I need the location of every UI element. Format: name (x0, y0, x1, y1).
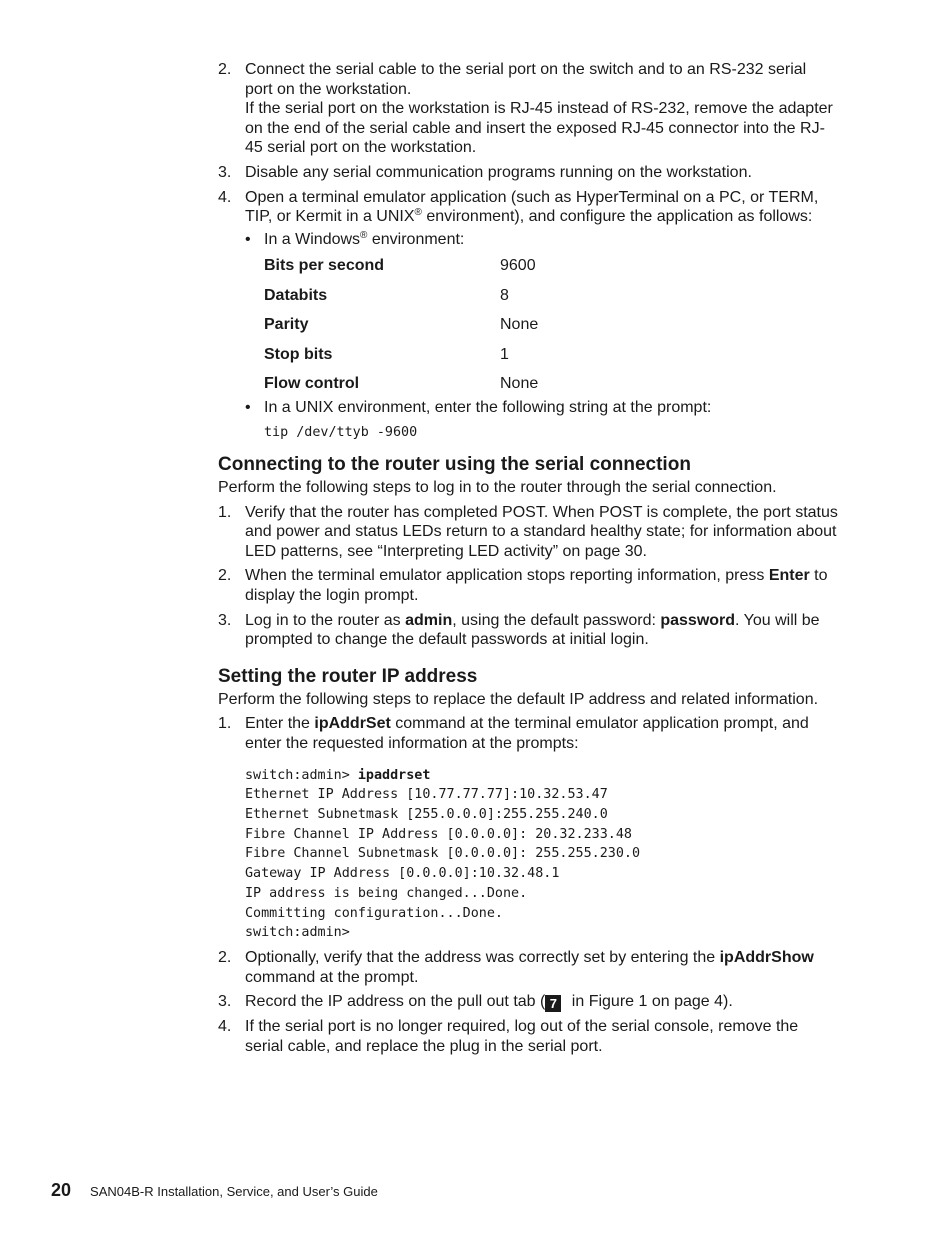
section-heading-ip-address: Setting the router IP address (218, 665, 478, 687)
code-line: Fibre Channel Subnetmask [0.0.0.0]: 255.255.230.0 (245, 846, 641, 862)
setting-value: None (500, 316, 539, 334)
step-number: 2. (218, 567, 232, 585)
code-command: ipaddrset (357, 767, 431, 783)
command-name: ipAddrSet (314, 715, 391, 733)
list-item: 3. Log in to the router as admin, using the default password: password. You will be prompted to change the default passwords at initial login. (218, 611, 820, 649)
step-number: 2. (218, 61, 232, 78)
setting-value: 1 (500, 345, 509, 363)
environment-list (245, 230, 838, 443)
default-password: password (660, 611, 736, 629)
setting-label: Parity (264, 316, 309, 334)
setting-label: Bits per second (264, 257, 385, 275)
step-number: 3. (218, 163, 232, 181)
step-list-continued (218, 60, 838, 443)
list-item: 1. Verify that the router has completed POST. When POST is complete, the port status and power and status LEDs return to a standard healthy state; for information about LED patterns, see “Interpreting LED activity” on page 30. (218, 503, 838, 560)
settings-row (264, 256, 838, 276)
page-body (218, 60, 838, 1061)
settings-row (264, 315, 838, 335)
bullet: • (245, 230, 251, 248)
step-number: 3. (218, 993, 232, 1011)
list-item-windows: • In a Windows® environment: Bits per second 9600 Databits 8 Parity None Stop bits 1 Flow control None (245, 230, 838, 394)
settings-row (264, 374, 838, 394)
code-line: Gateway IP Address [0.0.0.0]:10.32.48.1 (245, 866, 560, 882)
step-note: If the serial port on the workstation is RJ-45 instead of RS-232, remove the adapter on the end of the serial cable and insert the exposed RJ-45 connector into the RJ-45 serial port on the workstation. (245, 100, 833, 157)
step-list-ip (218, 714, 838, 1056)
username: admin (405, 611, 453, 629)
tip-command: tip /dev/ttyb -9600 (264, 425, 418, 441)
list-item-unix: • In a UNIX environment, enter the following string at the prompt: tip /dev/ttyb -9600 (245, 398, 838, 443)
key-name: Enter (768, 567, 810, 585)
list-item: 1. Enter the ipAddrSet command at the terminal emulator application prompt, and enter the requested information at the prompts: switch:admin> ipaddrset Ethernet IP Address [10.77.77.77]:10.32.53.47 Ethernet Subnetmask [255.0.0.0]:255.255.240.0 Fibre Channel IP Address [0.0.0.0]: 20.32.233.48 Fibre Channel Subnetmask [0.0.0.0]: 255.255.230.0 Gateway IP Address [0.0.0.0]:10.32.48.1 IP address is being changed...Done. Committing configuration...Done. switch:admin> (218, 714, 838, 943)
setting-label: Flow control (264, 375, 360, 393)
list-item: 4. If the serial port is no longer required, log out of the serial console, remove the serial cable, and replace the plug in the serial port. (218, 1018, 799, 1055)
step-list-login (218, 503, 838, 650)
setting-label: Databits (264, 286, 328, 304)
code-line: IP address is being changed...Done. (245, 885, 528, 901)
setting-value: 8 (500, 286, 509, 304)
settings-row (264, 345, 838, 365)
registered-mark: ® (360, 229, 368, 241)
step-text: Open a terminal emulator application (such as HyperTerminal on a PC, or TERM, TIP, or Kermit in a UNIX® environment), and configure the application as follows: (245, 188, 819, 226)
code-line: Committing configuration...Done. (245, 905, 503, 921)
command-name: ipAddrShow (719, 948, 814, 966)
page-footer (51, 1180, 378, 1201)
code-line: Ethernet Subnetmask [255.0.0.0]:255.255.240.0 (245, 807, 608, 822)
step-number: 2. (218, 948, 232, 966)
step-number: 3. (218, 611, 232, 629)
registered-mark: ® (414, 207, 422, 219)
setting-value: None (500, 375, 539, 393)
list-item (218, 60, 838, 158)
list-item (218, 188, 838, 444)
step-text: Connect the serial cable to the serial port on the switch and to an RS-232 serial port on the workstation. (245, 61, 807, 98)
list-item: 3. Record the IP address on the pull out tab ( 7 in Figure 1 on page 4). (218, 993, 733, 1012)
settings-table (264, 256, 838, 394)
setting-value: 9600 (500, 257, 536, 275)
code-block (245, 766, 838, 943)
step-number: 4. (218, 188, 232, 206)
code-line: Ethernet IP Address [10.77.77.77]:10.32.53.47 (245, 787, 608, 803)
code-line: switch:admin> ipaddrset (245, 767, 431, 783)
section-intro: Perform the following steps to replace the default IP address and related information. (218, 690, 819, 708)
list-item: 2. When the terminal emulator application stops reporting information, press Enter to display the login prompt. (218, 567, 828, 605)
step-number: 4. (218, 1018, 232, 1036)
step-text: Disable any serial communication programs running on the workstation. (245, 163, 752, 181)
settings-row (264, 286, 838, 306)
code-line: Fibre Channel IP Address [0.0.0.0]: 20.32.233.48 (245, 826, 632, 842)
list-item: 2. Optionally, verify that the address was correctly set by entering the ipAddrShow command at the prompt. (218, 948, 814, 986)
code-line: switch:admin> (245, 925, 350, 941)
step-number: 1. (218, 503, 232, 521)
list-item (218, 163, 838, 183)
bullet: • (245, 398, 251, 416)
section-intro: Perform the following steps to log in to the router through the serial connection. (218, 479, 777, 497)
callout-number: 7 (545, 995, 561, 1012)
section-heading-serial-connection: Connecting to the router using the serial connection (218, 454, 691, 476)
setting-label: Stop bits (264, 345, 333, 363)
document-title: SAN04B-R Installation, Service, and User’s Guide (90, 1184, 378, 1199)
step-number: 1. (218, 715, 232, 733)
page-number: 20 (51, 1180, 72, 1200)
